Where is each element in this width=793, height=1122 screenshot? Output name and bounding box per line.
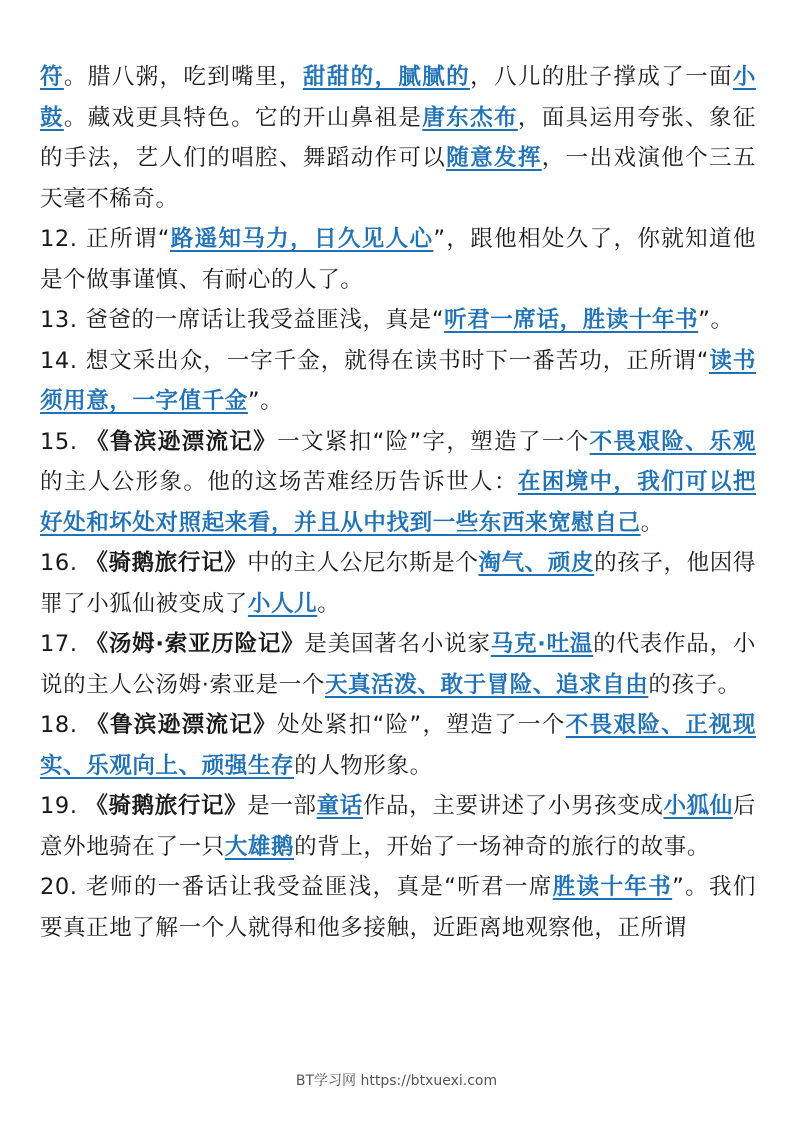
question-13 (40, 300, 756, 341)
body-text: 是一部 (247, 793, 317, 819)
answer-text: 大雄鹅 (224, 833, 295, 860)
book-title: 《鲁滨逊漂流记》 (86, 712, 278, 738)
body-text: 。 (640, 509, 664, 536)
body-text: ，面具运用夸张、象征的手法，艺人们的唱腔、舞蹈动作可以 (40, 104, 756, 171)
answer-text: 不畏艰险、正视现实、乐观向上、顽强生存 (40, 712, 756, 779)
answer-text: 天真活泼、敢于冒险、追求自由 (324, 671, 649, 698)
body-text: ，一出戏演他个三五天毫不稀奇。 (40, 145, 757, 212)
question-14 (40, 341, 756, 422)
body-text: 的孩子。 (648, 671, 741, 698)
book-title: 《鲁滨逊漂流记》 (86, 428, 278, 455)
question-17 (40, 624, 756, 705)
book-title: 《骑鹅旅行记》 (85, 793, 248, 819)
answer-text: 听君一席话，胜读十年书 (444, 307, 699, 333)
body-text: 。腊八粥，吃到嘴里， (63, 64, 303, 90)
document-body (40, 57, 756, 948)
body-text: 的孩子，他因得罪了小狐仙被变成了 (40, 550, 756, 617)
answer-text: 胜读十年书 (552, 874, 673, 900)
body-text: 处处紧扣“险”，塑造了一个 (277, 712, 566, 738)
book-title: 《骑鹅旅行记》 (85, 550, 248, 576)
question-12 (40, 219, 756, 300)
body-text: 。藏戏更具特色。它的开山鼻祖是 (63, 104, 423, 131)
body-text: 作品，主要讲述了小男孩变成 (362, 793, 664, 819)
body-text: 后意外地骑在了一只 (40, 793, 756, 860)
body-text: 的人物形象。 (294, 752, 433, 779)
body-text: 的主人公形象。他的这场苦难经历告诉世人： (40, 469, 518, 495)
body-text: 13. 爸爸的一席话让我受益匪浅，真是“ (40, 307, 445, 333)
answer-text: 唐东杰布 (422, 104, 518, 131)
body-text: ，八儿的肚子撑成了一面 (470, 64, 733, 90)
answer-text: 小人儿 (247, 590, 318, 617)
question-19 (40, 786, 756, 867)
answer-text: 读书须用意，一字值千金 (40, 347, 756, 414)
body-text: 一文紧扣“险”字，塑造了一个 (277, 428, 590, 455)
body-text: 。 (317, 590, 341, 617)
body-text: 15. (40, 428, 87, 455)
body-text: 16. (40, 550, 86, 576)
answer-text: 甜甜的，腻腻的 (302, 64, 471, 90)
answer-text: 淘气、顽皮 (478, 550, 595, 576)
question-15 (40, 422, 756, 544)
body-text: ”。我们要真正地了解一个人就得和他多接触，近距离地观察他，正所谓 (40, 874, 756, 941)
body-text: 的背上，开始了一场神奇的旅行的故事。 (294, 833, 710, 860)
body-text: 17. (40, 631, 86, 657)
body-text: 12. 正所谓“ (40, 226, 170, 252)
question-16 (40, 543, 756, 624)
body-text: 14. 想文采出众，一字千金，就得在读书时下一番苦功，正所谓“ (40, 347, 709, 374)
book-title: 《汤姆·索亚历险记》 (85, 631, 305, 657)
answer-text: 在困境中，我们可以把好处和坏处对照起来看，并且从中找到一些东西来宽慰自己 (40, 469, 756, 536)
body-text: 18. (40, 712, 87, 738)
answer-text: 小鼓 (40, 64, 756, 131)
question-18 (40, 705, 756, 786)
body-text: ”。 (247, 388, 284, 414)
answer-text: 符 (40, 64, 64, 90)
body-text: ”。 (698, 307, 734, 333)
question-20 (40, 867, 756, 948)
answer-text: 随意发挥 (446, 145, 542, 171)
body-text: ”，跟他相处久了，你就知道他是个做事谨慎、有耐心的人了。 (40, 226, 756, 293)
footer-watermark: BT学习网 https://btxuexi.com (295, 1073, 498, 1089)
body-text: 是美国著名小说家 (304, 631, 491, 657)
answer-text: 路遥知马力，日久见人心 (169, 226, 434, 252)
answer-text: 小狐仙 (663, 793, 733, 819)
body-text: 19. (40, 793, 86, 819)
body-text: 20. 老师的一番话让我受益匪浅，真是“听君一席 (40, 874, 553, 900)
answer-text: 马克·吐温 (490, 631, 594, 657)
answer-text: 童话 (316, 793, 363, 819)
body-text: 的代表作品，小说的主人公汤姆·索亚是一个 (40, 631, 756, 698)
paragraph (40, 57, 756, 219)
answer-text: 不畏艰险、乐观 (589, 428, 756, 455)
body-text: 中的主人公尼尔斯是个 (247, 550, 479, 576)
